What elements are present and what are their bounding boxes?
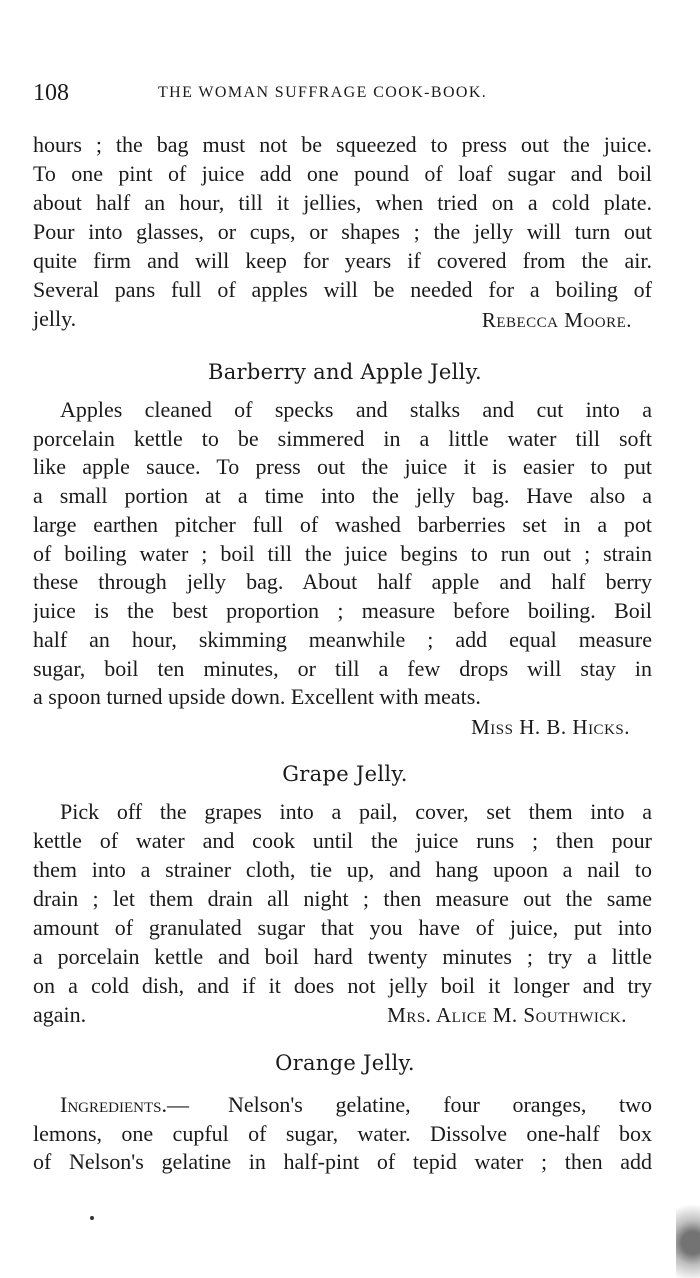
recipe-title: Grape Jelly. <box>282 762 408 786</box>
text-line: jelly. <box>33 306 77 331</box>
text-line: Several pans full of apples will be needed for a boiling of <box>33 277 652 302</box>
text-line: quite firm and will keep for years if covered from the air. <box>33 248 652 273</box>
text-line: hours ; the bag must not be squeezed to press out the juice. <box>33 132 652 157</box>
text-line: on a cold dish, and if it does not jelly boil it longer and try <box>33 973 652 998</box>
text-line: a spoon turned upside down. Excellent with meats. <box>33 684 481 709</box>
text-line: porcelain kettle to be simmered in a little water till soft <box>33 426 652 451</box>
signature: Mrs. Alice M. Southwick. <box>387 1003 627 1027</box>
running-title: THE WOMAN SUFFRAGE COOK-BOOK. <box>158 84 488 101</box>
text-line: of boiling water ; boil till the juice begins to run out ; strain <box>33 541 652 566</box>
text-line: juice is the best proportion ; measure before boiling. Boil <box>33 598 652 623</box>
signature: Rebecca Moore. <box>481 308 632 332</box>
text-line: Pour into glasses, or cups, or shapes ; the jelly will turn out <box>33 219 652 244</box>
text-line: a small portion at a time into the jelly bag. Have also a <box>33 483 652 508</box>
text-line: like apple sauce. To press out the juice it is easier to put <box>33 454 652 479</box>
scan-smudge <box>676 1190 700 1278</box>
text-line: amount of granulated sugar that you have of juice, put into <box>33 915 652 940</box>
text-line: about half an hour, till it jellies, when tried on a cold plate. <box>33 190 652 215</box>
signature: Miss H. B. Hicks. <box>471 715 630 739</box>
text-line: To one pint of juice add one pound of loaf sugar and boil <box>33 161 652 186</box>
text-line: Apples cleaned of specks and stalks and cut into a <box>60 397 652 422</box>
text-line: Nelson's gelatine, four oranges, two <box>228 1092 652 1117</box>
recipe-title: Barberry and Apple Jelly. <box>207 360 483 384</box>
text-line: them into a strainer cloth, tie up, and hang upoon a nail to <box>33 857 652 882</box>
ingredients-label <box>60 1091 220 1119</box>
text-line: lemons, one cupful of sugar, water. Dissolve one-half box <box>33 1121 652 1146</box>
text-line: again. <box>33 1002 87 1027</box>
text-line: of Nelson's gelatine in half-pint of tepid water ; then add <box>33 1149 652 1174</box>
text-line: kettle of water and cook until the juice runs ; then pour <box>33 828 652 853</box>
ingredients-lead: Ingredients.— <box>60 1092 189 1117</box>
ink-speck <box>90 1216 94 1220</box>
text-line: these through jelly bag. About half apple and half berry <box>33 569 652 594</box>
text-line: large earthen pitcher full of washed barberries set in a pot <box>33 512 652 537</box>
page-number: 108 <box>33 80 69 106</box>
text-line: drain ; let them drain all night ; then measure out the same <box>33 886 652 911</box>
text-line: a porcelain kettle and boil hard twenty minutes ; try a little <box>33 944 652 969</box>
text-line: sugar, boil ten minutes, or till a few drops will stay in <box>33 656 652 681</box>
recipe-title: Orange Jelly. <box>275 1051 415 1075</box>
text-line: Pick off the grapes into a pail, cover, set them into a <box>60 799 652 824</box>
text-line: half an hour, skimming meanwhile ; add equal measure <box>33 627 652 652</box>
